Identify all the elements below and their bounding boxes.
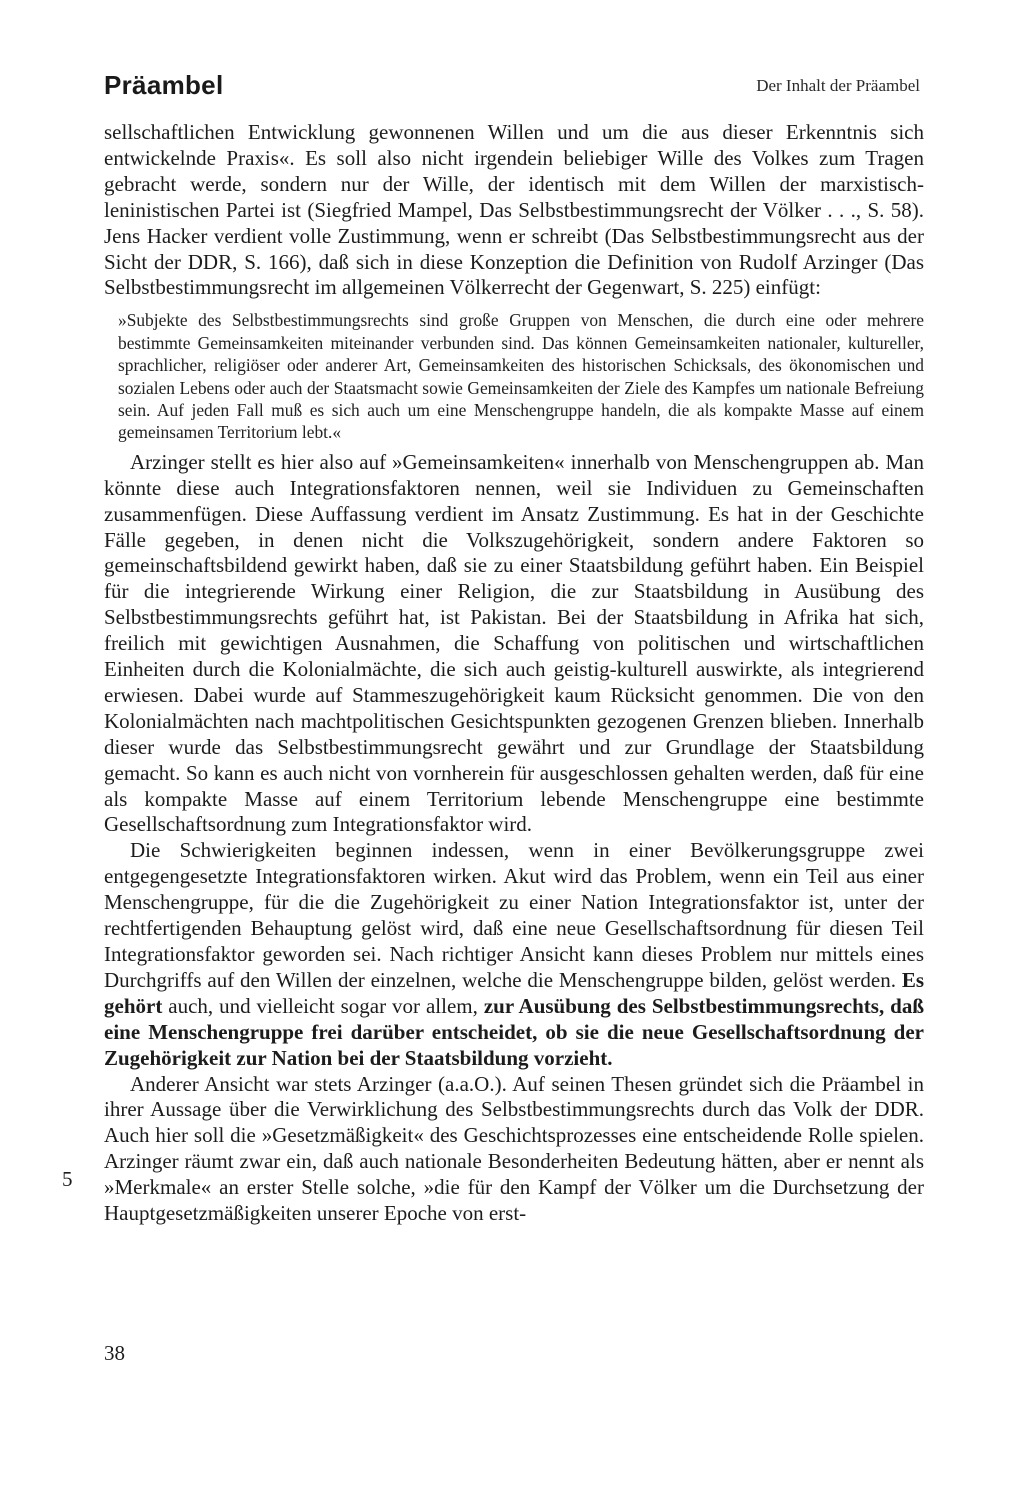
paragraph-2: Arzinger stellt es hier also auf »Gemeinsamkeiten« innerhalb von Menschengruppen ab. Man könnte diese auch Integrationsfaktoren nennen, weil sie Individuen zu Gemeinschaften zusammenfügen. Diese Auffassung verdient im Ansatz Zustimmung. Es hat in der Geschichte Fälle gegeben, in denen nicht die Volkszugehörigkeit, sondern andere Faktoren so gemeinschaftsbildend gewirkt haben, daß sie zu einer Staatsbildung geführt haben. Ein Beispiel für die integrierende Wirkung einer Religion, die zur Staatsbildung in Ausübung des Selbstbestimmungsrechts geführt hat, ist Pakistan. Bei der Staatsbildung in Afrika hat sich, freilich mit gewichtigen Ausnahmen, die Schaffung von politischen und wirtschaftlichen Einheiten durch die Kolonialmächte, die sich auch geistig-kulturell auswirkte, als integrierend erwiesen. Dabei wurde auf Stammeszugehörigkeit kaum Rücksicht genommen. Die von den Kolonialmächten nach machtpolitischen Gesichtspunkten gezogenen Grenzen blieben. Innerhalb dieser wurde das Selbstbestimmungsrecht gewährt und zur Grundlage der Staatsbildung gemacht. So kann es auch nicht von vornherein für ausgeschlossen gehalten werden, daß für eine als kompakte Masse auf einem Territorium lebende Menschengruppe eine bestimmte Gesellschaftsordnung zum Integrationsfaktor wird. [104, 449, 924, 837]
paragraph-1: sellschaftlichen Entwicklung gewonnenen Willen und um die aus dieser Erkenntnis sich entwickelnde Praxis«. Es soll also nicht irgendein beliebiger Wille des Volkes zum Tragen gebracht werde, sondern nur der Wille, der identisch mit dem Willen der marxistisch-leninistischen Partei ist (Siegfried Mampel, Das Selbstbestimmungsrecht der Völker . . ., S. 58). Jens Hacker verdient volle Zustimmung, wenn er schreibt (Das Selbstbestimmungsrecht aus der Sicht der DDR, S. 166), daß sich in diese Konzeption die Definition von Rudolf Arzinger (Das Selbstbestimmungsrecht im allgemeinen Völkerrecht der Gegenwart, S. 225) einfügt: [104, 120, 924, 300]
paragraph-3-mid: auch, und vielleicht sogar vor allem, [162, 993, 484, 1018]
paragraph-3 [104, 838, 924, 1071]
paragraph-3-bold-1: Es gehört [104, 967, 924, 1018]
paragraph-3-text: Die Schwierigkeiten beginnen indessen, wenn in einer Bevölkerungsgruppe zwei entgegengesetzte Integrationsfaktoren wirken. Akut wird das Problem, wenn ein Teil aus einer Menschengruppe, für die die Zugehörigkeit zu einer Nation Integrationsfaktor ist, unter der rechtfertigenden Behauptung gelöst wird, daß eine neue Gesellschaftsordnung für diesen Teil Integrationsfaktor geworden sei. Nach richtiger Ansicht kann dieses Problem nur mittels eines Durchgriffs auf den Willen der einzelnen, welche die Menschengruppe bilden, gelöst werden. [104, 838, 924, 992]
section-title: Präambel [104, 70, 224, 100]
page-number: 38 [104, 1341, 125, 1365]
paragraph-3-bold-2: zur Ausübung des Selbstbestimmungsrechts, daß eine Menschengruppe frei darüber entscheidet, ob sie die neue Gesellschaftsordnung der Zugehörigkeit zur Nation bei der Staatsbildung vorzieht. [104, 993, 924, 1070]
body-text [104, 120, 924, 1227]
margin-number: 5 [62, 1167, 73, 1191]
block-quote: »Subjekte des Selbstbestimmungsrechts sind große Gruppen von Menschen, die durch eine oder mehrere bestimmte Gemeinsamkeiten miteinander verbunden sind. Das können Gemeinsamkeiten nationaler, kultureller, sprachlicher, religiöser oder anderer Art, Gemeinsamkeiten des historischen Schicksals, des ökonomischen und sozialen Lebens oder auch der Staatsmacht sowie Gemeinsamkeiten der Ziele des Kampfes um nationale Befreiung sein. Auf jeden Fall muß es sich auch um eine Menschengruppe handeln, die als kompakte Masse auf einem gemeinsamen Territorium lebt.« [118, 310, 924, 443]
paragraph-4: Anderer Ansicht war stets Arzinger (a.a.O.). Auf seinen Thesen gründet sich die Präambel in ihrer Aussage über die Verwirklichung des Selbstbestimmungsrechts durch das Volk der DDR. Auch hier soll die »Gesetzmäßigkeit« des Geschichtsprozesses eine entscheidende Rolle spielen. Arzinger räumt zwar ein, daß auch nationale Besonderheiten Bedeutung hätten, aber er nennt als »Merkmale« an erster Stelle solche, »die für den Kampf der Völker um die Durchsetzung der Hauptgesetzmäßigkeiten unserer Epoche von erst- [104, 1071, 924, 1226]
running-head: Der Inhalt der Präambel [756, 76, 920, 95]
